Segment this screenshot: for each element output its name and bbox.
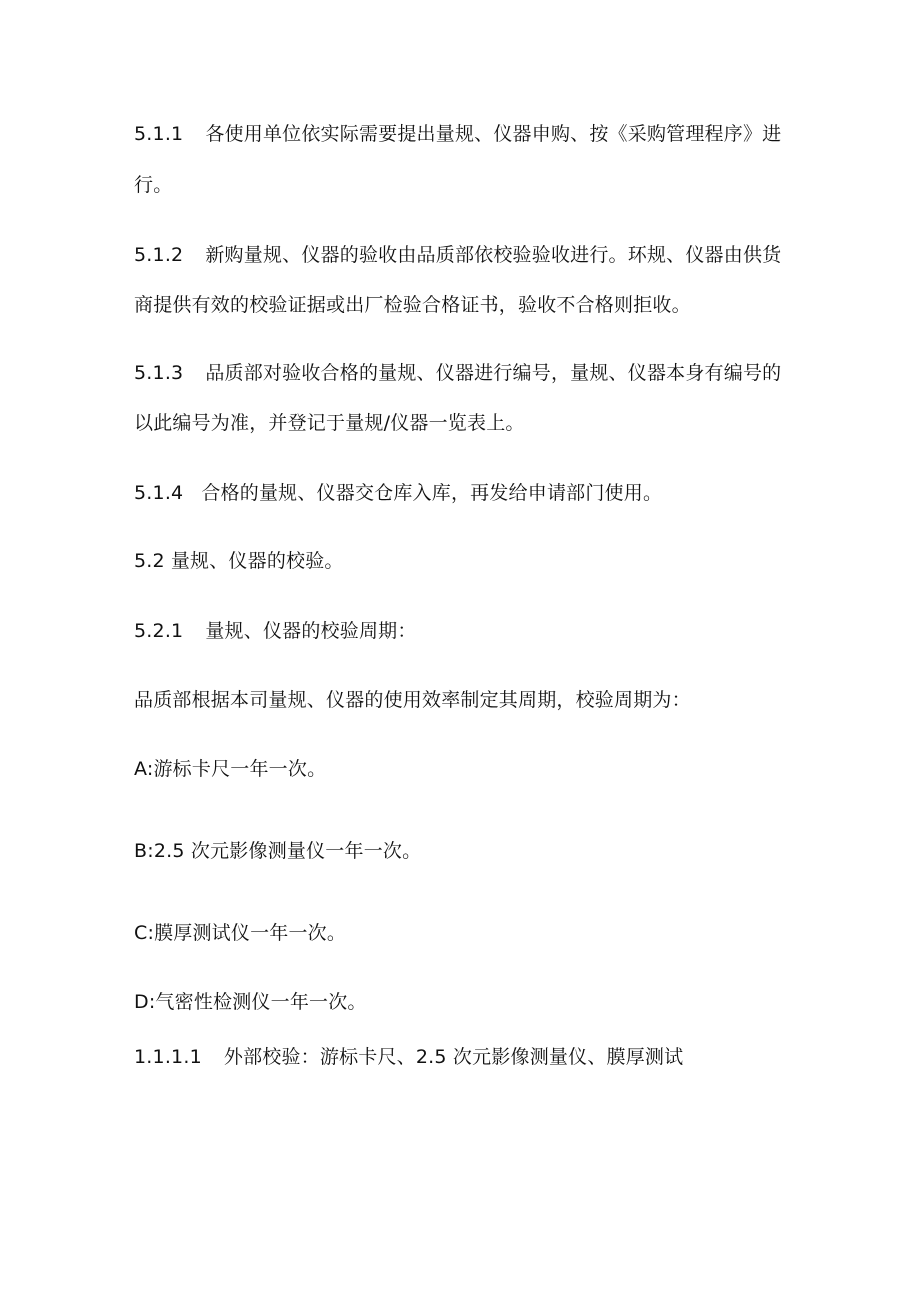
list-item-a: A:游标卡尺一年一次。 [134, 758, 327, 780]
clause-text: 品质部对验收合格的量规、仪器进行编号，量规、仪器本身有编号的 [205, 362, 782, 384]
clause-text-continued: 以此编号为准，并登记于量规/仪器一览表上。 [134, 412, 525, 434]
clause-5-1-2 [134, 243, 781, 267]
clause-number: 5.1.1 [134, 123, 184, 145]
clause-5-1-4 [134, 481, 662, 505]
clause-5-1-2-continuation [134, 293, 691, 317]
list-item-c: C:膜厚测试仪一年一次。 [134, 922, 347, 944]
body-paragraph: 品质部根据本司量规、仪器的使用效率制定其周期，校验周期为： [134, 689, 691, 711]
clause-5-2-1 [134, 619, 417, 643]
clause-text-continued: 行。 [134, 174, 173, 196]
list-item-b: B:2.5 次元影像测量仪一年一次。 [134, 840, 422, 862]
clause-text: 外部校验：游标卡尺、2.5 次元影像测量仪、膜厚测试 [223, 1046, 684, 1068]
section-text: 量规、仪器的校验。 [170, 550, 344, 572]
clause-text-continued: 商提供有效的校验证据或出厂检验合格证书，验收不合格则拒收。 [134, 294, 691, 316]
clause-5-1-1-continuation [134, 173, 172, 197]
clause-number: 5.2.1 [134, 620, 184, 642]
list-item-d: D:气密性检测仪一年一次。 [134, 991, 367, 1013]
clause-text: 量规、仪器的校验周期： [205, 620, 417, 642]
clause-5-1-1 [134, 122, 781, 146]
clause-number: 1.1.1.1 [134, 1046, 202, 1068]
clause-1-1-1-1 [134, 1045, 683, 1069]
section-number: 5.2 [134, 550, 165, 572]
clause-number: 5.1.4 [134, 482, 184, 504]
clause-text: 合格的量规、仪器交仓库入库，再发给申请部门使用。 [201, 482, 663, 504]
clause-number: 5.1.3 [134, 362, 184, 384]
clause-text: 新购量规、仪器的验收由品质部依校验验收进行。环规、仪器由供货 [205, 244, 782, 266]
clause-number: 5.1.2 [134, 244, 184, 266]
section-5-2 [134, 549, 344, 573]
clause-5-1-3 [134, 361, 781, 385]
clause-5-1-3-continuation [134, 411, 525, 435]
clause-text: 各使用单位依实际需要提出量规、仪器申购、按《采购管理程序》进 [205, 123, 782, 145]
